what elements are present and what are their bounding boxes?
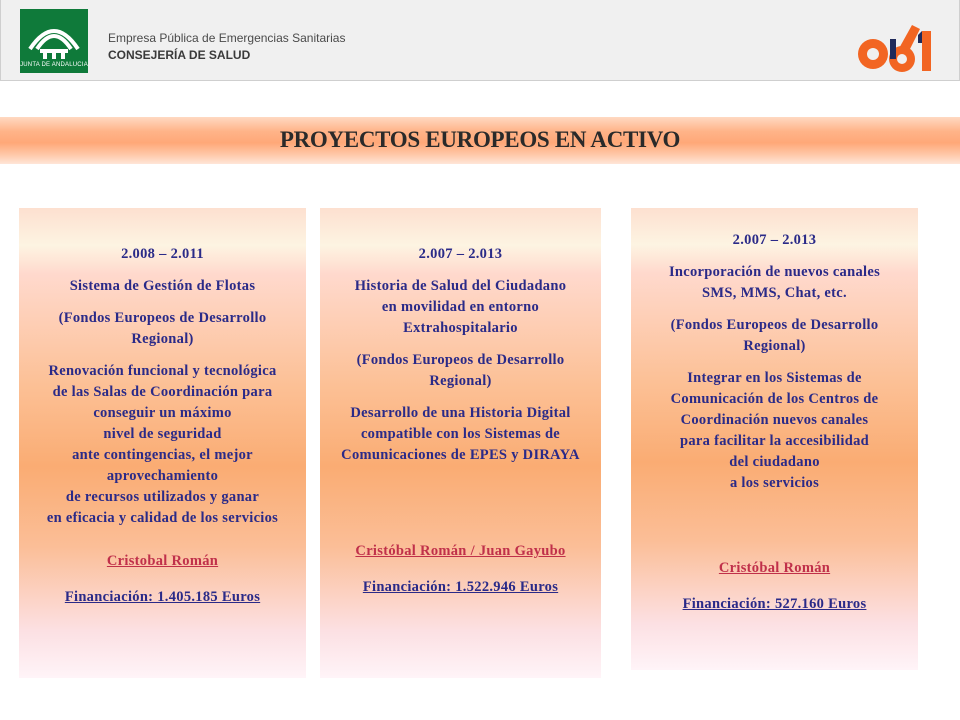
project-period: 2.007 – 2.013: [418, 246, 503, 262]
project-description-line: nivel de seguridad: [103, 426, 222, 442]
project-description-line: en eficacia y calidad de los servicios: [46, 510, 279, 526]
org-department: CONSEJERÍA DE SALUD: [108, 48, 251, 62]
project-description-line: a los servicios: [729, 475, 820, 491]
project-name-line: Sistema de Gestión de Flotas: [69, 278, 256, 294]
project-period: 2.007 – 2.013: [732, 232, 817, 248]
project-description-line: aprovechamiento: [106, 468, 219, 484]
project-period: 2.008 – 2.011: [121, 246, 204, 262]
project-financing-link[interactable]: Financiación: 527.160 Euros: [682, 596, 867, 612]
junta-andalucia-logo: [20, 9, 88, 73]
project-description-line: de las Salas de Coordinación para: [52, 384, 273, 400]
project-description-line: del ciudadano: [729, 454, 820, 470]
project-financing-link[interactable]: Financiación: 1.522.946 Euros: [362, 579, 559, 595]
project-description-line: compatible con los Sistemas de: [360, 426, 561, 442]
project-description-line: Comunicación de los Centros de: [670, 391, 879, 407]
project-panel-1: [19, 208, 306, 678]
project-description-line: Desarrollo de una Historia Digital: [350, 405, 571, 421]
project-fund-line: Regional): [429, 373, 492, 389]
project-name-line: Incorporación de nuevos canales: [668, 264, 881, 280]
logo-061-icon: [856, 21, 936, 73]
project-fund-line: (Fondos Europeos de Desarrollo: [670, 317, 879, 333]
project-panel-2: [320, 208, 601, 678]
project-description-line: ante contingencias, el mejor: [72, 447, 253, 463]
project-description-line: conseguir un máximo: [93, 405, 232, 421]
project-description-line: Comunicaciones de EPES y DIRAYA: [341, 447, 580, 463]
project-description-line: para facilitar la accesibilidad: [679, 433, 870, 449]
project-description-line: Renovación funcional y tecnológica: [48, 363, 277, 379]
project-contact-link[interactable]: Cristóbal Román: [718, 560, 831, 576]
project-financing-link[interactable]: Financiación: 1.405.185 Euros: [64, 589, 261, 605]
page-title: PROYECTOS EUROPEOS EN ACTIVO: [279, 127, 681, 152]
project-name-line: en movilidad en entorno: [381, 299, 540, 315]
project-fund-line: (Fondos Europeos de Desarrollo: [58, 310, 267, 326]
header-bar: [0, 0, 960, 81]
project-fund-line: Regional): [131, 331, 194, 347]
project-name-line: SMS, MMS, Chat, etc.: [702, 285, 847, 301]
project-description-line: de recursos utilizados y ganar: [65, 489, 260, 505]
project-fund-line: Regional): [743, 338, 806, 354]
project-description-line: Coordinación nuevos canales: [680, 412, 869, 428]
org-name: Empresa Pública de Emergencias Sanitarias: [108, 31, 346, 45]
project-panel-3: [631, 208, 918, 670]
logo-061: [856, 21, 936, 73]
project-fund-line: (Fondos Europeos de Desarrollo: [356, 352, 565, 368]
project-contact-link[interactable]: Cristobal Román: [106, 553, 219, 569]
project-description-line: Integrar en los Sistemas de: [687, 370, 862, 386]
junta-logo-text: JUNTA DE ANDALUCIA: [20, 62, 88, 68]
project-name-line: Extrahospitalario: [403, 320, 518, 336]
project-contact-link[interactable]: Cristóbal Román / Juan Gayubo: [355, 543, 566, 559]
project-name-line: Historia de Salud del Ciudadano: [354, 278, 567, 294]
